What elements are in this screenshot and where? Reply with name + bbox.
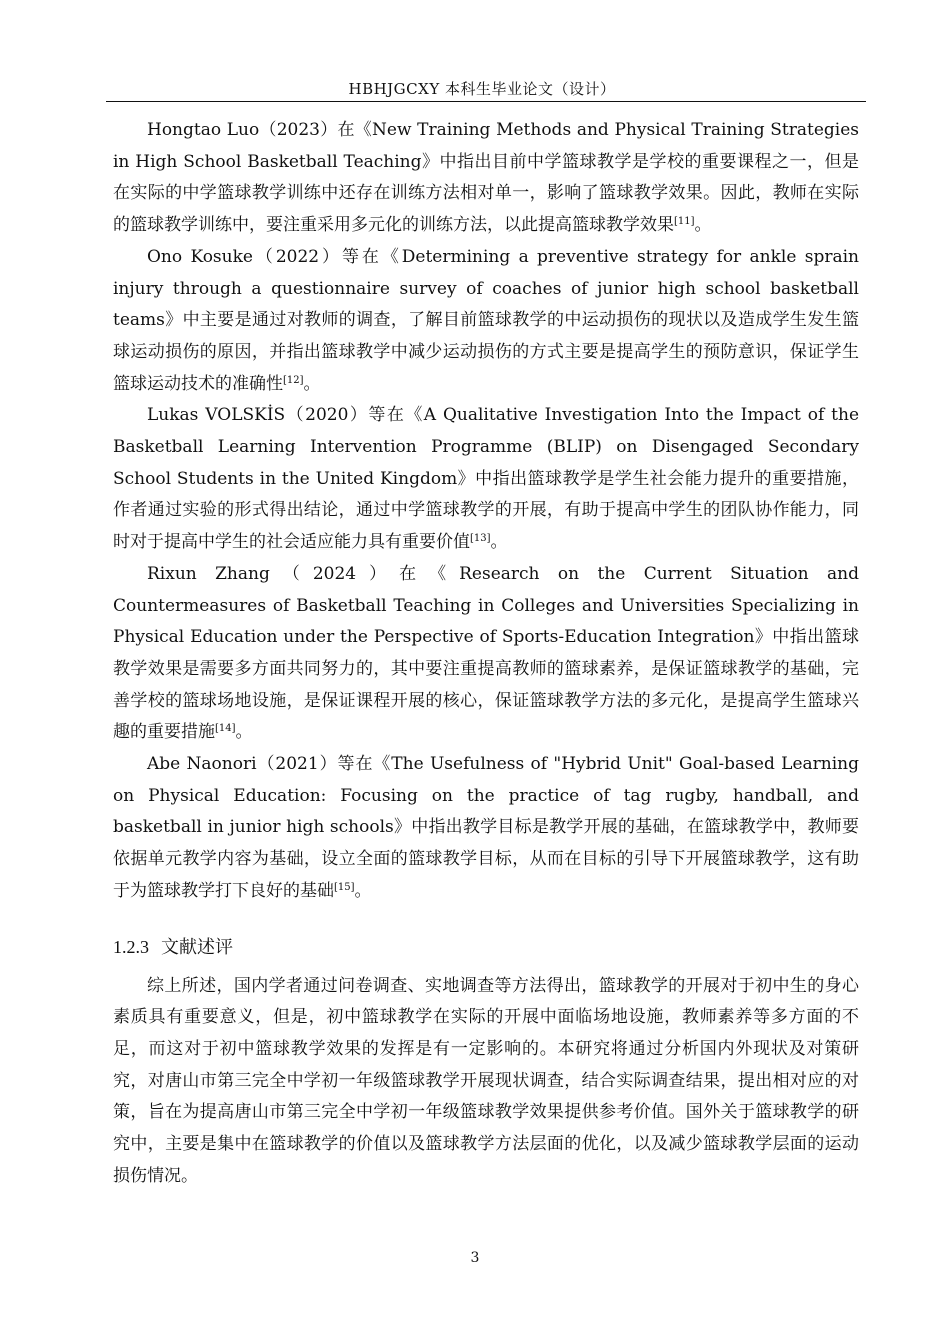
citation-ref: [11]: [674, 216, 695, 228]
page-header: HBHJGCXY 本科生毕业论文（设计）: [348, 80, 616, 98]
literature-paragraph: [113, 115, 859, 242]
citation-ref: [14]: [215, 723, 236, 735]
paragraph-text: Abe Naonori（2021）等在《The Usefulness of "Hybrid Unit" Goal-based Learning on Physical Education: Focusing on the practice of tag rugby, handball, and basketball in junior high schools》中指出教学目标是教学开展的基础，在篮球教学中，教师要依据单元教学内容为基础，设立全面的篮球教学目标，从而在目标的引导下开展篮球教学，这有助于为篮球教学打下良好的基础: [113, 754, 859, 901]
section-heading: [113, 934, 859, 961]
paragraph-end: 。: [354, 880, 372, 901]
summary-paragraph: 综上所述，国内学者通过问卷调查、实地调查等方法得出，篮球教学的开展对于初中生的身心素质具有重要意义，但是，初中篮球教学在实际的开展中面临场地设施，教师素养等多方面的不足，而这对于初中篮球教学效果的发挥是有一定影响的。本研究将通过分析国内外现状及对策研究，对唐山市第三完全中学初一年级篮球教学开展现状调查，结合实际调查结果，提出相对应的对策，旨在为提高唐山市第三完全中学初一年级篮球教学效果提供参考价值。国外关于篮球教学的研究中，主要是集中在篮球教学的价值以及篮球教学方法层面的优化，以及减少篮球教学层面的运动损伤情况。: [113, 975, 859, 1186]
paragraph-text: Ono Kosuke（2022）等在《Determining a preventive strategy for ankle sprain injury through a questionnaire survey of coaches of junior high school basketball teams》中主要是通过对教师的调查，了解目前篮球教学的中运动损伤的现状以及造成学生发生篮球运动损伤的原因，并指出篮球教学中减少运动损伤的方式主要是提高学生的预防意识，保证学生篮球运动技术的准确性: [113, 246, 859, 394]
paragraph-text: Hongtao Luo（2023）在《New Training Methods and Physical Training Strategies in High School Basketball Teaching》中指出目前中学篮球教学是学校的重要课程之一，但是在实际的中学篮球教学训练中还存在训练方法相对单一，影响了篮球教学效果。因此，教师在实际的篮球教学训练中，要注重采用多元化的训练方法，以此提高篮球教学效果: [113, 120, 859, 236]
paragraph-end: 。: [694, 215, 712, 236]
body-content: [113, 115, 859, 1193]
citation-ref: [13]: [470, 533, 491, 545]
citation-ref: [15]: [334, 881, 355, 893]
paragraph-end: 。: [235, 722, 253, 743]
literature-paragraph: [113, 559, 859, 749]
section-title: 文献述评: [161, 936, 233, 958]
header-divider: [106, 101, 866, 102]
paragraph-text: Lukas VOLSKİS（2020）等在《A Qualitative Investigation Into the Impact of the Basketball Learning Intervention Programme (BLIP) on Disengaged Secondary School Students in the United Kingdom》中指出篮球教学是学生社会能力提升的重要措施，作者通过实验的形式得出结论，通过中学篮球教学的开展，有助于提高中学生的团队协作能力，同时对于提高中学生的社会适应能力具有重要价值: [113, 405, 859, 553]
literature-paragraph: [113, 400, 859, 559]
page-number: 3: [470, 1250, 480, 1266]
literature-paragraph: [113, 242, 859, 401]
citation-ref: [12]: [283, 374, 304, 386]
paragraph-text: Rixun Zhang（2024）在《Research on the Current Situation and Countermeasures of Basketball Teaching in Colleges and Universities Specializing in Physical Education under the Perspective of Sports-Education Integration》中指出篮球教学效果是需要多方面共同努力的，其中要注重提高教师的篮球素养，是保证篮球教学的基础，完善学校的篮球场地设施，是保证课程开展的核心，保证篮球教学方法的多元化，是提高学生篮球兴趣的重要措施: [113, 563, 859, 743]
paragraph-end: 。: [490, 532, 508, 553]
literature-paragraph: [113, 749, 859, 908]
section-number: 1.2.3: [113, 936, 149, 957]
paragraph-end: 。: [303, 373, 321, 394]
